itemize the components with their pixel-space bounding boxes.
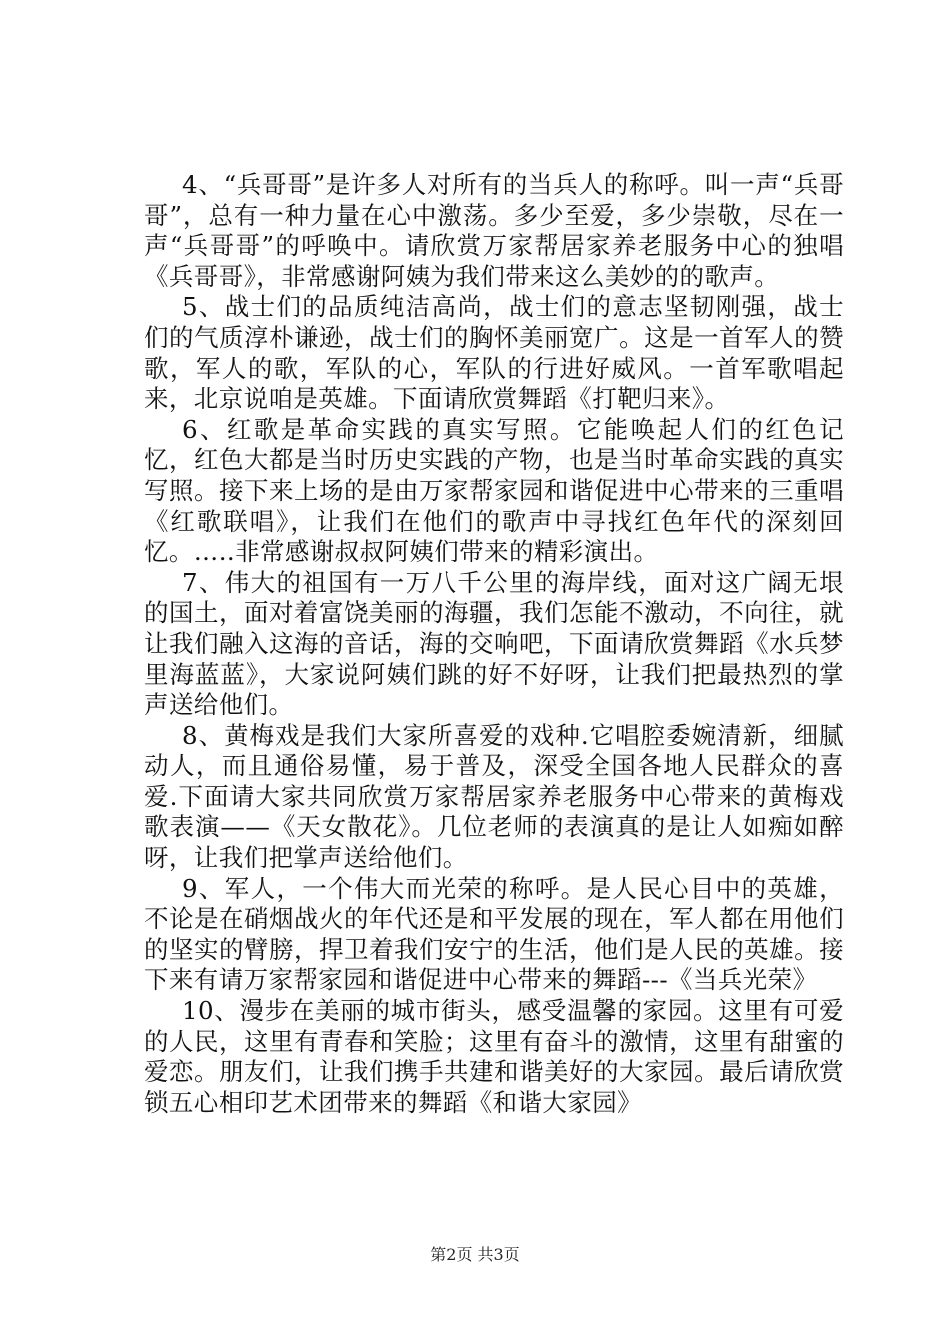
paragraph-5: 5、战士们的品质纯洁高尚，战士们的意志坚韧刚强，战士们的气质淳朴谦逊，战士们的胸怀美丽宽广。这是一首军人的赞歌，军人的歌，军队的心，军队的行进好威风。一首军歌唱起来，北京说咱是英雄。下面请欣赏舞蹈《打靶归来》。 <box>144 292 844 414</box>
paragraph-10: 10、漫步在美丽的城市街头，感受温馨的家园。这里有可爱的人民，这里有青春和笑脸；这里有奋斗的激情，这里有甜蜜的爱恋。朋友们，让我们携手共建和谐美好的大家园。最后请欣赏锁五心相印艺术团带来的舞蹈《和谐大家园》 <box>144 996 844 1117</box>
page-number-footer: 第2页 共3页 <box>430 1245 520 1264</box>
paragraph-4: 4、“兵哥哥”是许多人对所有的当兵人的称呼。叫一声“兵哥哥”，总有一种力量在心中激荡。多少至爱，多少崇敬，尽在一声“兵哥哥”的呼唤中。请欣赏万家帮居家养老服务中心的独唱《兵哥哥》，非常感谢阿姨为我们带来这么美妙的的歌声。 <box>144 170 844 291</box>
paragraph-9: 9、军人，一个伟大而光荣的称呼。是人民心目中的英雄，不论是在硝烟战火的年代还是和平发展的现在，军人都在用他们的坚实的臂膀，捍卫着我们安宁的生活，他们是人民的英雄。接下来有请万家帮家园和谐促进中心带来的舞蹈---《当兵光荣》 <box>144 873 844 995</box>
document-body <box>144 170 844 1118</box>
paragraph-7: 7、伟大的祖国有一万八千公里的海岸线，面对这广阔无垠的国土，面对着富饶美丽的海疆，我们怎能不激动，不向往，就让我们融入这海的音话，海的交响吧，下面请欣赏舞蹈《水兵梦里海蓝蓝》，大家说阿姨们跳的好不好呀，让我们把最热烈的掌声送给他们。 <box>144 567 844 720</box>
paragraph-8: 8、黄梅戏是我们大家所喜爱的戏种.它唱腔委婉清新，细腻动人，而且通俗易懂，易于普及，深受全国各地人民群众的喜爱.下面请大家共同欣赏万家帮居家养老服务中心带来的黄梅戏歌表演——《天女散花》。几位老师的表演真的是让人如痴如醉呀，让我们把掌声送给他们。 <box>144 720 844 873</box>
paragraph-6: 6、红歌是革命实践的真实写照。它能唤起人们的红色记忆，红色大都是当时历史实践的产物，也是当时革命实践的真实写照。接下来上场的是由万家帮家园和谐促进中心带来的三重唱《红歌联唱》，让我们在他们的歌声中寻找红色年代的深刻回忆。…..非常感谢叔叔阿姨们带来的精彩演出。 <box>144 414 844 567</box>
